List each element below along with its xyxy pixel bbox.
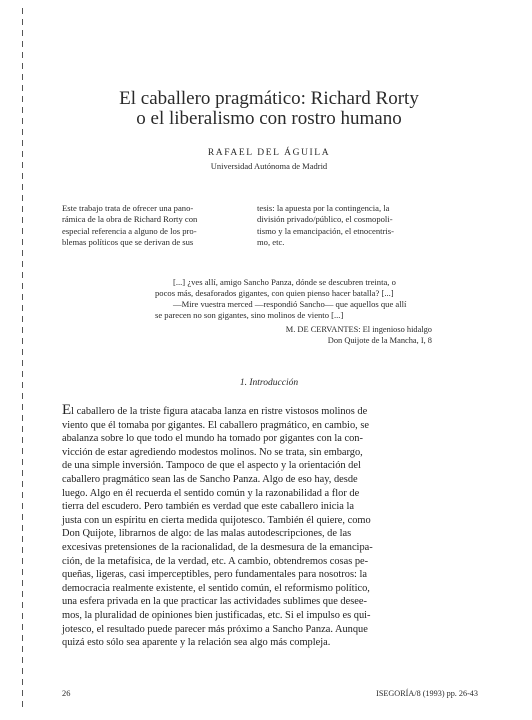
body-first-line	[62, 404, 480, 419]
abstract-line: tismo y la emancipación, el etnocentris-	[257, 225, 394, 236]
abstract-line: tesis: la apuesta por la contingencia, la	[257, 203, 390, 213]
body-line: l caballero de la triste figura atacaba lanza en ristre vistosos molinos de	[71, 406, 368, 417]
body-line: caballero pragmático sean las de Sancho Panza. Algo de eso hay, desde	[62, 473, 358, 485]
abstract-line: especial referencia a alguno de los pro-	[62, 225, 197, 236]
abstract-line: división privado/público, el cosmopoli-	[257, 214, 393, 225]
body-line: jotesco, el resultado puede parecer más próximo a Sancho Panza. Aunque	[62, 623, 368, 635]
body-line: luego. Algo en él recuerda el sentido común y la razonabilidad a flor de	[62, 487, 360, 499]
epigraph-quote	[155, 277, 477, 321]
body-line: tierra del escudero. Pero también es verdad que este caballero inicia la	[62, 501, 354, 513]
binding-edge-rule	[22, 8, 23, 712]
drop-initial: E	[62, 402, 72, 418]
epigraph-line: pocos más, desaforados gigantes, con quien pienso hacer batalla? [...]	[155, 288, 394, 298]
body-line: viento que él tomaba por gigantes. El caballero pragmático, en cambio, se	[62, 419, 369, 431]
abstract-line: mo, etc.	[257, 237, 285, 248]
body-line: de una simple inversión. Tampoco de que el aspecto y la orientación del	[62, 460, 361, 472]
abstract-line: blemas políticos que se derivan de sus	[62, 237, 194, 248]
epigraph-line: se parecen no son gigantes, sino molinos de viento [...]	[155, 310, 344, 320]
page-number: 26	[62, 689, 71, 698]
body-line: excesivas pretensiones de la racionalidad, de la desmesura de la emancipa-	[62, 541, 373, 553]
epigraph-citation-line: Don Quijote de la Mancha, I, 8	[327, 336, 432, 345]
body-line: justa con un espíritu en cierta medida quijotesco. También él quiere, como	[62, 514, 371, 526]
body-line: democracia realmente existente, el sentido común, el reformismo político,	[62, 582, 370, 594]
abstract-right-column	[257, 203, 438, 249]
article-title	[60, 89, 478, 129]
body-line: vicción de estar agrediendo modestos molinos. No se trata, sin embargo,	[62, 446, 363, 458]
author-affiliation: Universidad Autónoma de Madrid	[210, 161, 328, 171]
body-line: mos, la pluralidad de opiniones bien justificadas, etc. Si el impulso es qui-	[62, 609, 371, 621]
journal-reference: ISEGORÍA/8 (1993) pp. 26-43	[376, 689, 478, 698]
body-line: Don Quijote, librarnos de algo: de las malas autodescripciones, de las	[62, 528, 352, 540]
abstract-line: Este trabajo trata de ofrecer una pano-	[62, 203, 194, 213]
epigraph-citation-line: M. DE CERVANTES: El ingenioso hidalgo	[285, 325, 432, 334]
body-line: una esfera privada en la que practicar las actividades sublimes que desee-	[62, 596, 367, 608]
abstract-line: rámica de la obra de Richard Rorty con	[62, 214, 198, 225]
article-title-line: o el liberalismo con rostro humano	[136, 108, 402, 129]
body-line: ción, de la metafísica, de la verdad, etc. A cambio, obtendremos cosas pe-	[62, 555, 369, 567]
epigraph-citation	[240, 324, 432, 346]
abstract-left-column	[62, 203, 243, 249]
epigraph-line: [...] ¿ves allí, amigo Sancho Panza, dónde se descubren treinta, o	[173, 277, 396, 287]
body-line: abalanza sobre lo que todo el mundo ha tomado por gigantes con la con-	[62, 433, 363, 445]
body-paragraph	[62, 404, 480, 650]
article-title-line: El caballero pragmático: Richard Rorty	[119, 88, 419, 109]
body-line: quizá esto sólo sea aparente y la relación sea algo más compleja.	[62, 637, 331, 649]
body-line: queñas, ligeras, casi imperceptibles, pero fundamentales para nosotros: la	[62, 569, 367, 581]
epigraph-line: —Mire vuestra merced —respondió Sancho— que aquellos que allí	[173, 299, 407, 309]
author-name: RAFAEL DEL ÁGUILA	[207, 148, 331, 158]
section-heading: 1. Introducción	[239, 378, 299, 388]
